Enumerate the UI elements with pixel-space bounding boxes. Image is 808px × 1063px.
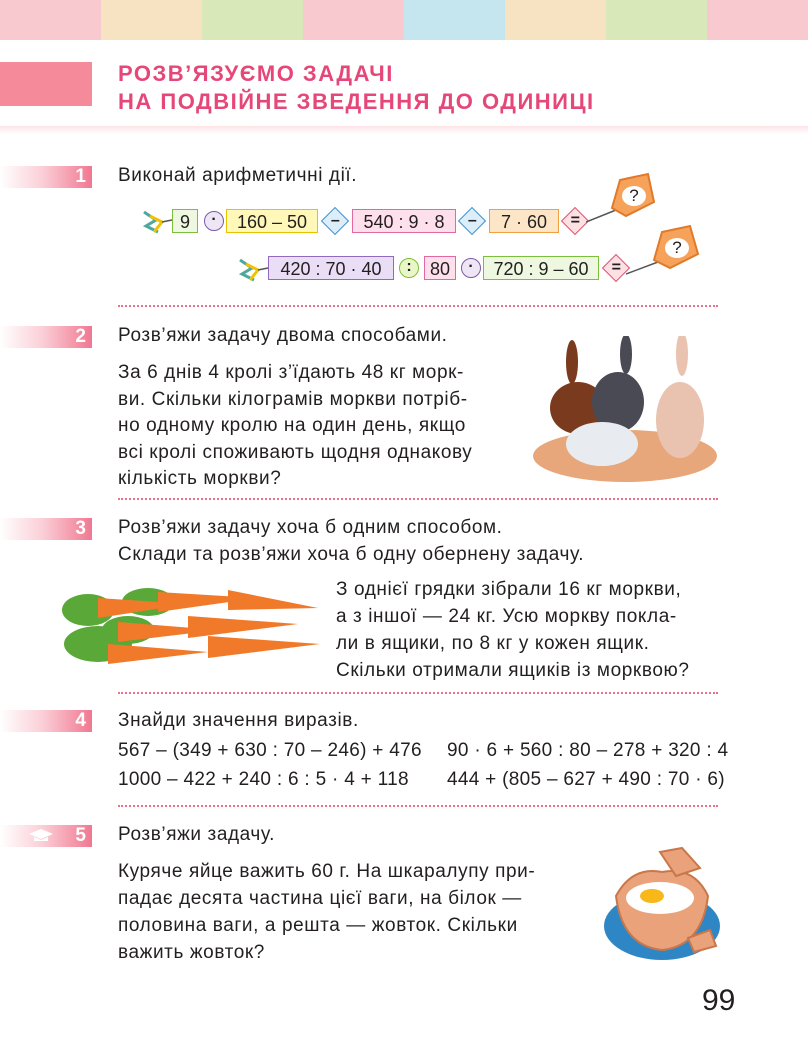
task4-number: 4 xyxy=(75,710,86,731)
chain1-equals-sign: = xyxy=(570,212,581,230)
page-title-line2: НА ПОДВІЙНЕ ЗВЕДЕННЯ ДО ОДИНИЦІ xyxy=(118,89,595,114)
chain1-op1: · xyxy=(204,211,224,231)
task3-instruction-1: Розв’яжи задачу хоча б одним способом. xyxy=(118,517,503,538)
chain1-op3-sign: – xyxy=(467,212,477,230)
chain2-box2: 80 xyxy=(424,256,456,280)
task1-number-tab xyxy=(0,166,92,188)
task2-line: За 6 днів 4 кролі з’їдають 48 кг морк- xyxy=(118,362,464,383)
divider-1 xyxy=(118,305,718,307)
task5-line: важить жовток? xyxy=(118,942,265,963)
chain1-op2 xyxy=(321,207,349,235)
task2-line: ви. Скільки кілограмів моркви потріб- xyxy=(118,388,468,410)
page-number: 99 xyxy=(702,984,736,1017)
task4-expression: 567 – (349 + 630 : 70 – 246) + 476 xyxy=(118,740,422,761)
page-title xyxy=(118,60,595,116)
chain2-box1: 420 : 70 · 40 xyxy=(268,256,394,280)
task3-line: З однієї грядки зібрали 16 кг моркви, xyxy=(336,579,682,600)
task2-line: всі кролі споживають щодня однакову xyxy=(118,441,473,463)
task1-instruction: Виконай арифметичні дії. xyxy=(118,165,358,186)
chain2-result: ? xyxy=(672,238,682,257)
top-color-bar xyxy=(0,0,808,40)
chain1-box1: 160 – 50 xyxy=(226,209,318,233)
chain2-op2: · xyxy=(461,258,481,278)
chain1-box2: 540 : 9 · 8 xyxy=(352,209,456,233)
kite-question-icon-2 xyxy=(626,222,706,282)
chain1-box3: 7 · 60 xyxy=(489,209,559,233)
task4-expression: 90 · 6 + 560 : 80 – 278 + 320 : 4 xyxy=(447,740,729,761)
chain2-box3: 720 : 9 – 60 xyxy=(483,256,599,280)
task5-line: половина ваги, а решта — жовток. Скільки xyxy=(118,915,518,936)
title-divider xyxy=(0,126,808,134)
task2-number-tab xyxy=(0,326,92,348)
task1-number: 1 xyxy=(75,166,86,187)
task4-number-tab xyxy=(0,710,92,732)
title-accent-block xyxy=(0,62,92,106)
task4-expression: 444 + (805 – 627 + 490 : 70 · 6) xyxy=(447,769,725,790)
graduation-cap-icon xyxy=(28,829,54,843)
task2-instruction: Розв’яжи задачу двома способами. xyxy=(118,325,448,346)
task5-line: Куряче яйце важить 60 г. На шкаралупу при- xyxy=(118,861,536,882)
task5-instruction: Розв’яжи задачу. xyxy=(118,824,275,845)
task3-problem xyxy=(336,576,720,684)
task3-line: ли в ящики, по 8 кг у кожен ящик. xyxy=(336,633,650,654)
page-title-line1: РОЗВ’ЯЗУЄМО ЗАДАЧІ xyxy=(118,61,394,86)
task3-number-tab xyxy=(0,518,92,540)
task2-problem xyxy=(118,360,518,493)
chain1-result: ? xyxy=(629,186,639,205)
chain1-start: 9 xyxy=(172,209,198,233)
task3-line: а з іншої — 24 кг. Усю моркву покла- xyxy=(336,606,677,627)
task3-number: 3 xyxy=(75,518,86,539)
task5-problem xyxy=(118,858,588,966)
task3-line: Скільки отримали ящиків із морквою? xyxy=(336,660,690,681)
task5-number: 5 xyxy=(75,825,86,846)
chain1-equals xyxy=(561,207,589,235)
divider-4 xyxy=(118,805,718,807)
divider-3 xyxy=(118,692,718,694)
task4-expression: 1000 – 422 + 240 : 6 : 5 · 4 + 118 xyxy=(118,769,409,790)
task3-instruction-2: Склади та розв’яжи хоча б одну обернену задачу. xyxy=(118,544,585,565)
chain2-op1: : xyxy=(399,258,419,278)
task5-number-tab xyxy=(0,825,92,847)
task5-line: падає десята частина цієї ваги, на білок — xyxy=(118,888,522,909)
carrots-illustration xyxy=(58,580,326,672)
rabbits-illustration xyxy=(530,336,720,486)
chain1-op2-sign: – xyxy=(330,212,340,230)
chain2-equals-sign: = xyxy=(611,259,622,277)
task2-line: кількість моркви? xyxy=(118,468,282,489)
chain1-op3 xyxy=(458,207,486,235)
task2-number: 2 xyxy=(75,326,86,347)
task2-line: но одному кролю на один день, якщо xyxy=(118,415,466,436)
kite-tail-icon-2 xyxy=(236,254,270,288)
divider-2 xyxy=(118,498,718,500)
task4-instruction: Знайди значення виразів. xyxy=(118,710,359,731)
egg-illustration xyxy=(602,846,722,964)
kite-tail-icon xyxy=(140,206,174,240)
